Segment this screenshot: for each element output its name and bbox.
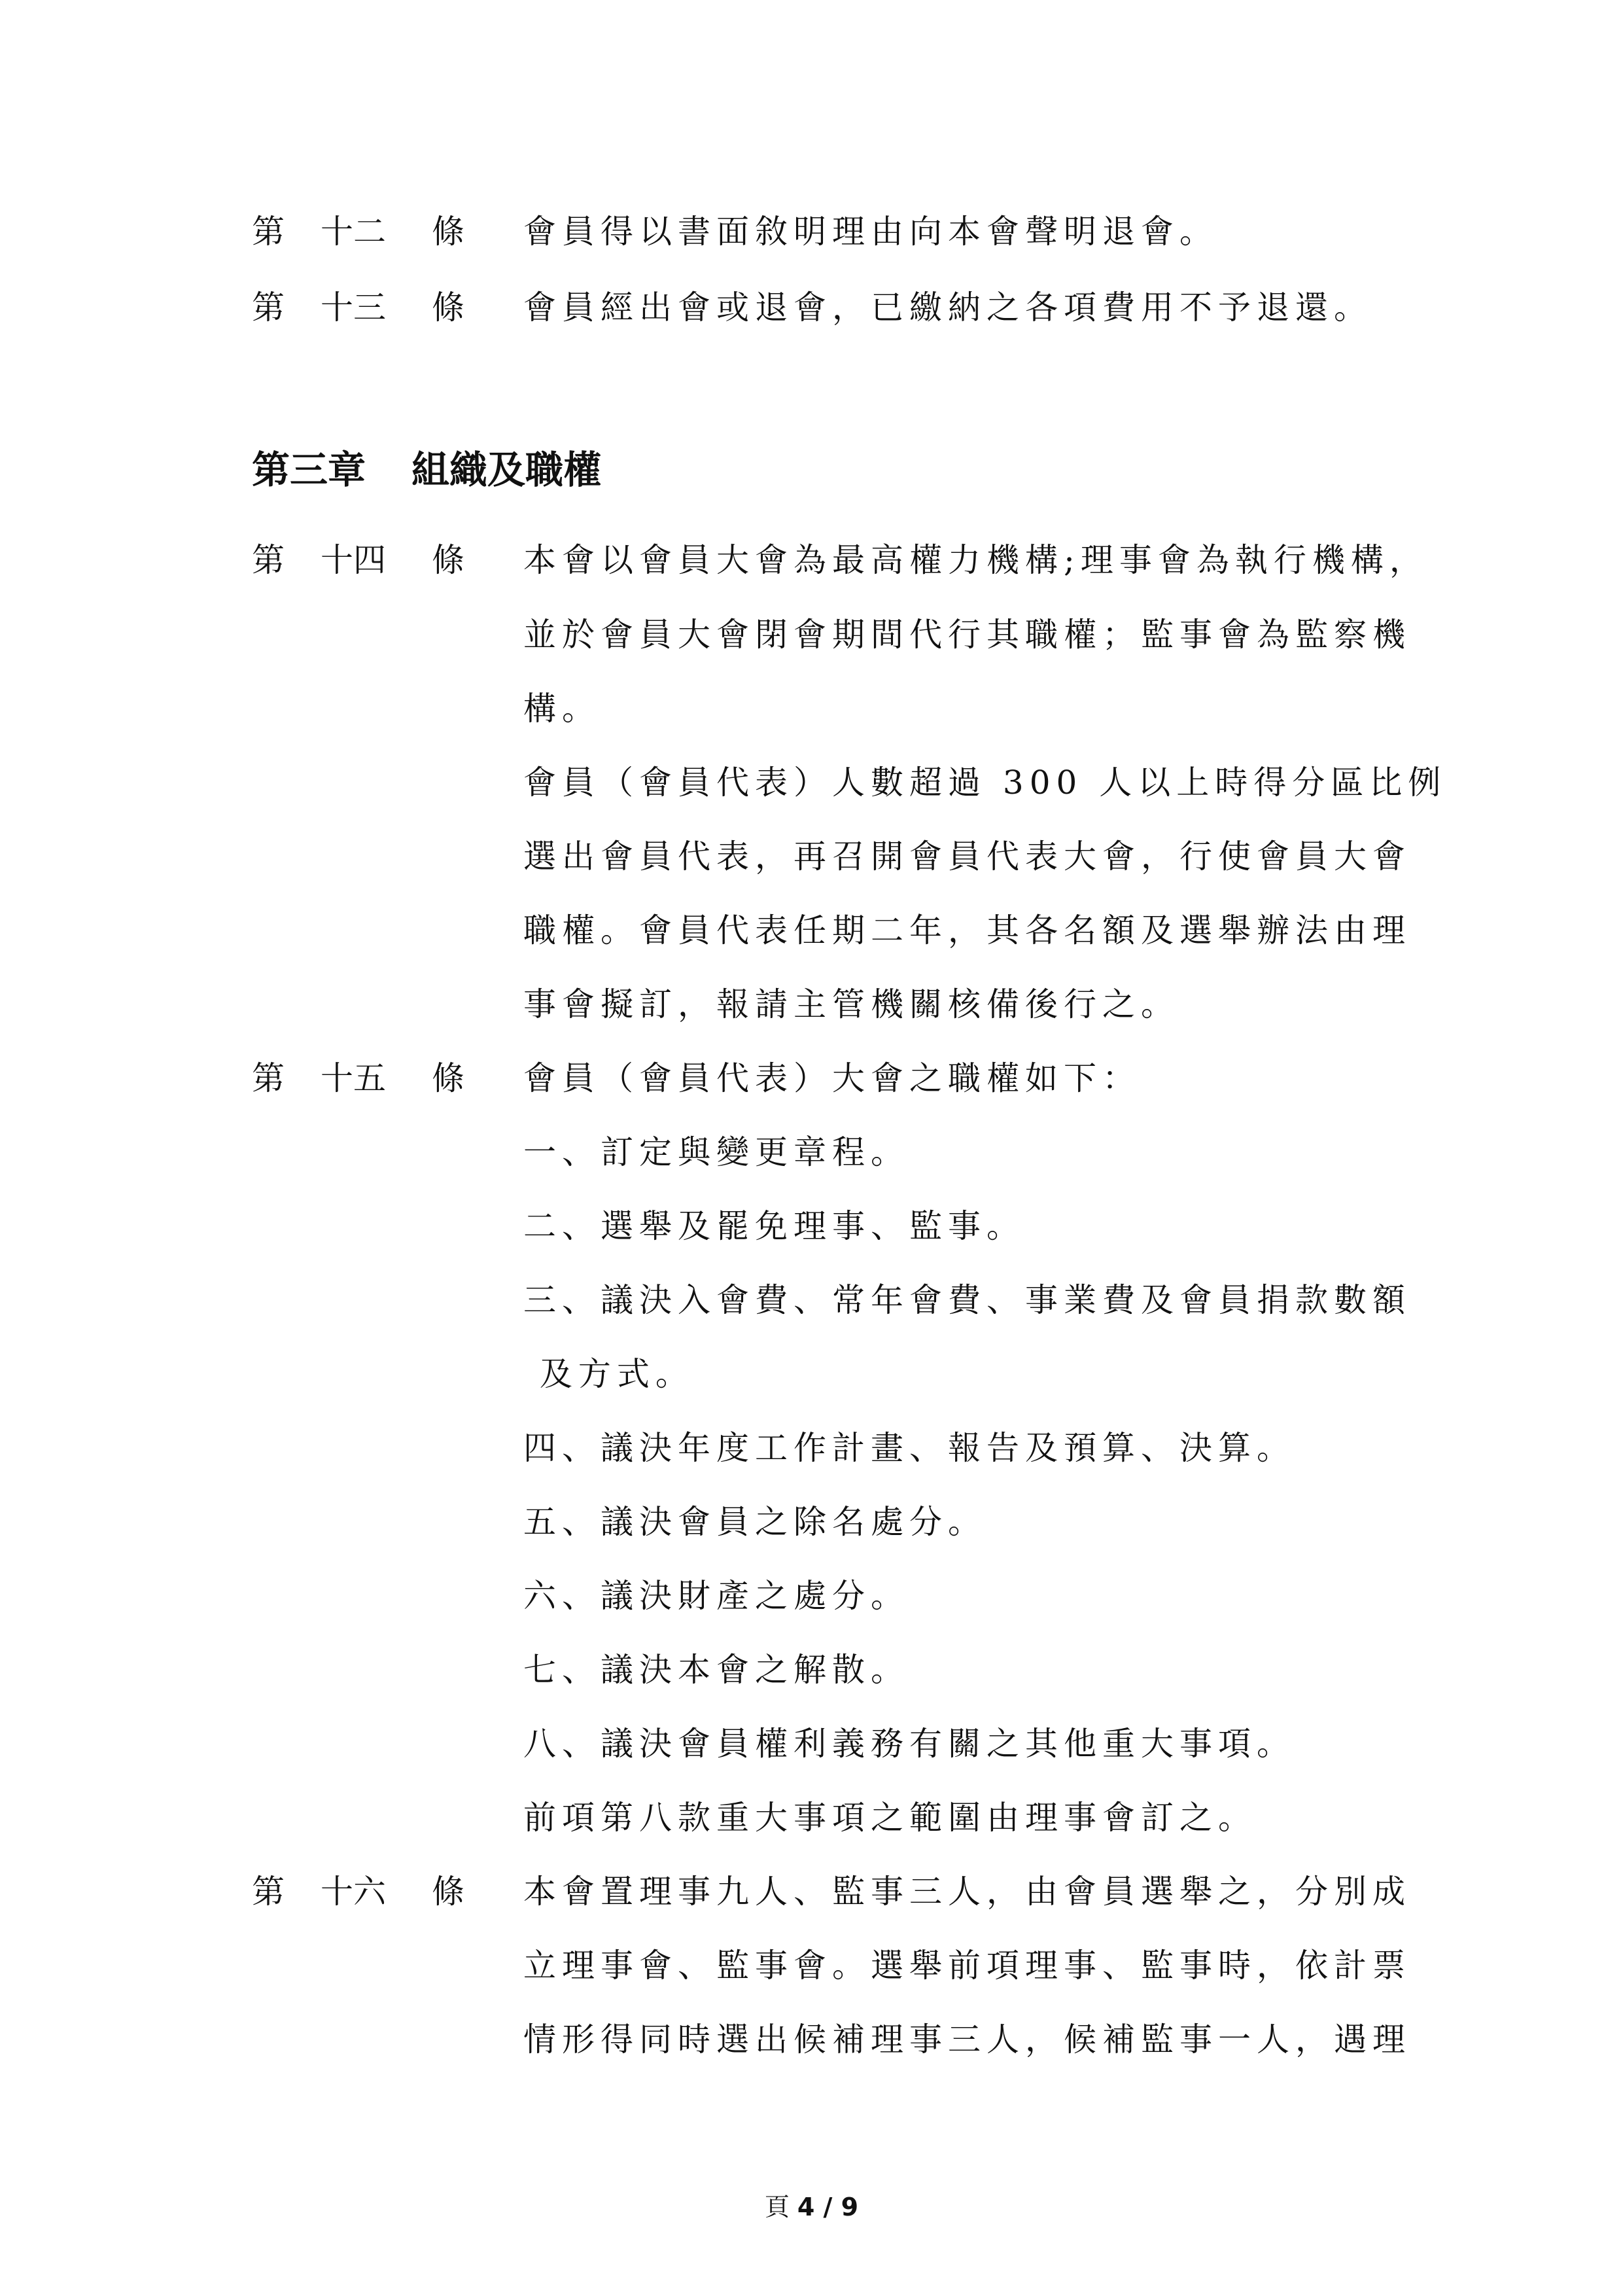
article-prefix: 第	[252, 1873, 285, 1911]
chapter-label: 第三章	[252, 448, 366, 492]
article-suffix: 條	[432, 1059, 464, 1097]
article-14-line-1: 本會以會員大會為最高權力機構;理事會為執行機構，	[523, 541, 1428, 579]
article-15-item-3: 三、議決入會費、常年會費、事業費及會員捐款數額	[523, 1281, 1411, 1319]
article-prefix: 第	[252, 541, 285, 579]
article-15-item-2: 二、選舉及罷免理事、監事。	[523, 1207, 1025, 1245]
article-12-text: 會員得以書面敘明理由向本會聲明退會。	[523, 213, 1218, 251]
article-15-item-3-cont: 及方式。	[523, 1355, 694, 1393]
article-prefix: 第	[252, 289, 285, 327]
article-14-line-7: 事會擬訂，報請主管機關核備後行之。	[523, 985, 1179, 1023]
article-suffix: 條	[432, 213, 464, 251]
article-16-line-2: 立理事會、監事會。選舉前項理事、監事時，依計票	[523, 1947, 1411, 1985]
article-number: 十三	[321, 289, 386, 327]
article-14-line-3: 構。	[523, 690, 601, 728]
article-16-line-1: 本會置理事九人、監事三人，由會員選舉之，分別成	[523, 1873, 1411, 1911]
chapter-title: 組織及職權	[411, 448, 602, 492]
article-15-line-1: 會員（會員代表）大會之職權如下：	[523, 1059, 1141, 1097]
article-14-line-4: 會員（會員代表）人數超過 300 人以上時得分區比例	[523, 764, 1447, 802]
article-15-item-1: 一、訂定與變更章程。	[523, 1133, 909, 1171]
article-15-item-5: 五、議決會員之除名處分。	[523, 1503, 986, 1541]
article-16-label	[252, 1872, 487, 2068]
article-16-line-3: 情形得同時選出候補理事三人，候補監事一人，遇理	[523, 2021, 1411, 2058]
article-15-label	[252, 1059, 487, 1255]
page-label: 頁	[764, 2193, 790, 2221]
article-15-item-4: 四、議決年度工作計畫、報告及預算、決算。	[523, 1429, 1295, 1467]
article-15-item-6: 六、議決財產之處分。	[523, 1577, 909, 1615]
page-footer	[0, 2192, 1623, 2222]
article-suffix: 條	[432, 289, 464, 327]
article-15-item-7: 七、議決本會之解散。	[523, 1651, 909, 1689]
article-suffix: 條	[432, 1873, 464, 1911]
article-number: 十二	[321, 213, 386, 251]
article-suffix: 條	[432, 541, 464, 579]
article-13-text: 會員經出會或退會，已繳納之各項費用不予退還。	[523, 289, 1372, 327]
article-14-label	[252, 540, 487, 737]
article-number: 十六	[321, 1873, 386, 1911]
page-number: 4 / 9	[797, 2193, 859, 2221]
article-number: 十五	[321, 1059, 386, 1097]
chapter-heading	[252, 447, 601, 493]
article-15-note: 前項第八款重大事項之範圍由理事會訂之。	[523, 1799, 1257, 1837]
article-14-line-6: 職權。會員代表任期二年，其各名額及選舉辦法由理	[523, 911, 1411, 949]
article-prefix: 第	[252, 213, 285, 251]
article-14-line-2: 並於會員大會閉會期間代行其職權；監事會為監察機	[523, 616, 1411, 654]
article-15-item-8: 八、議決會員權利義務有關之其他重大事項。	[523, 1725, 1295, 1763]
article-number: 十四	[321, 541, 386, 579]
article-14-line-5: 選出會員代表，再召開會員代表大會，行使會員大會	[523, 838, 1411, 875]
article-prefix: 第	[252, 1059, 285, 1097]
